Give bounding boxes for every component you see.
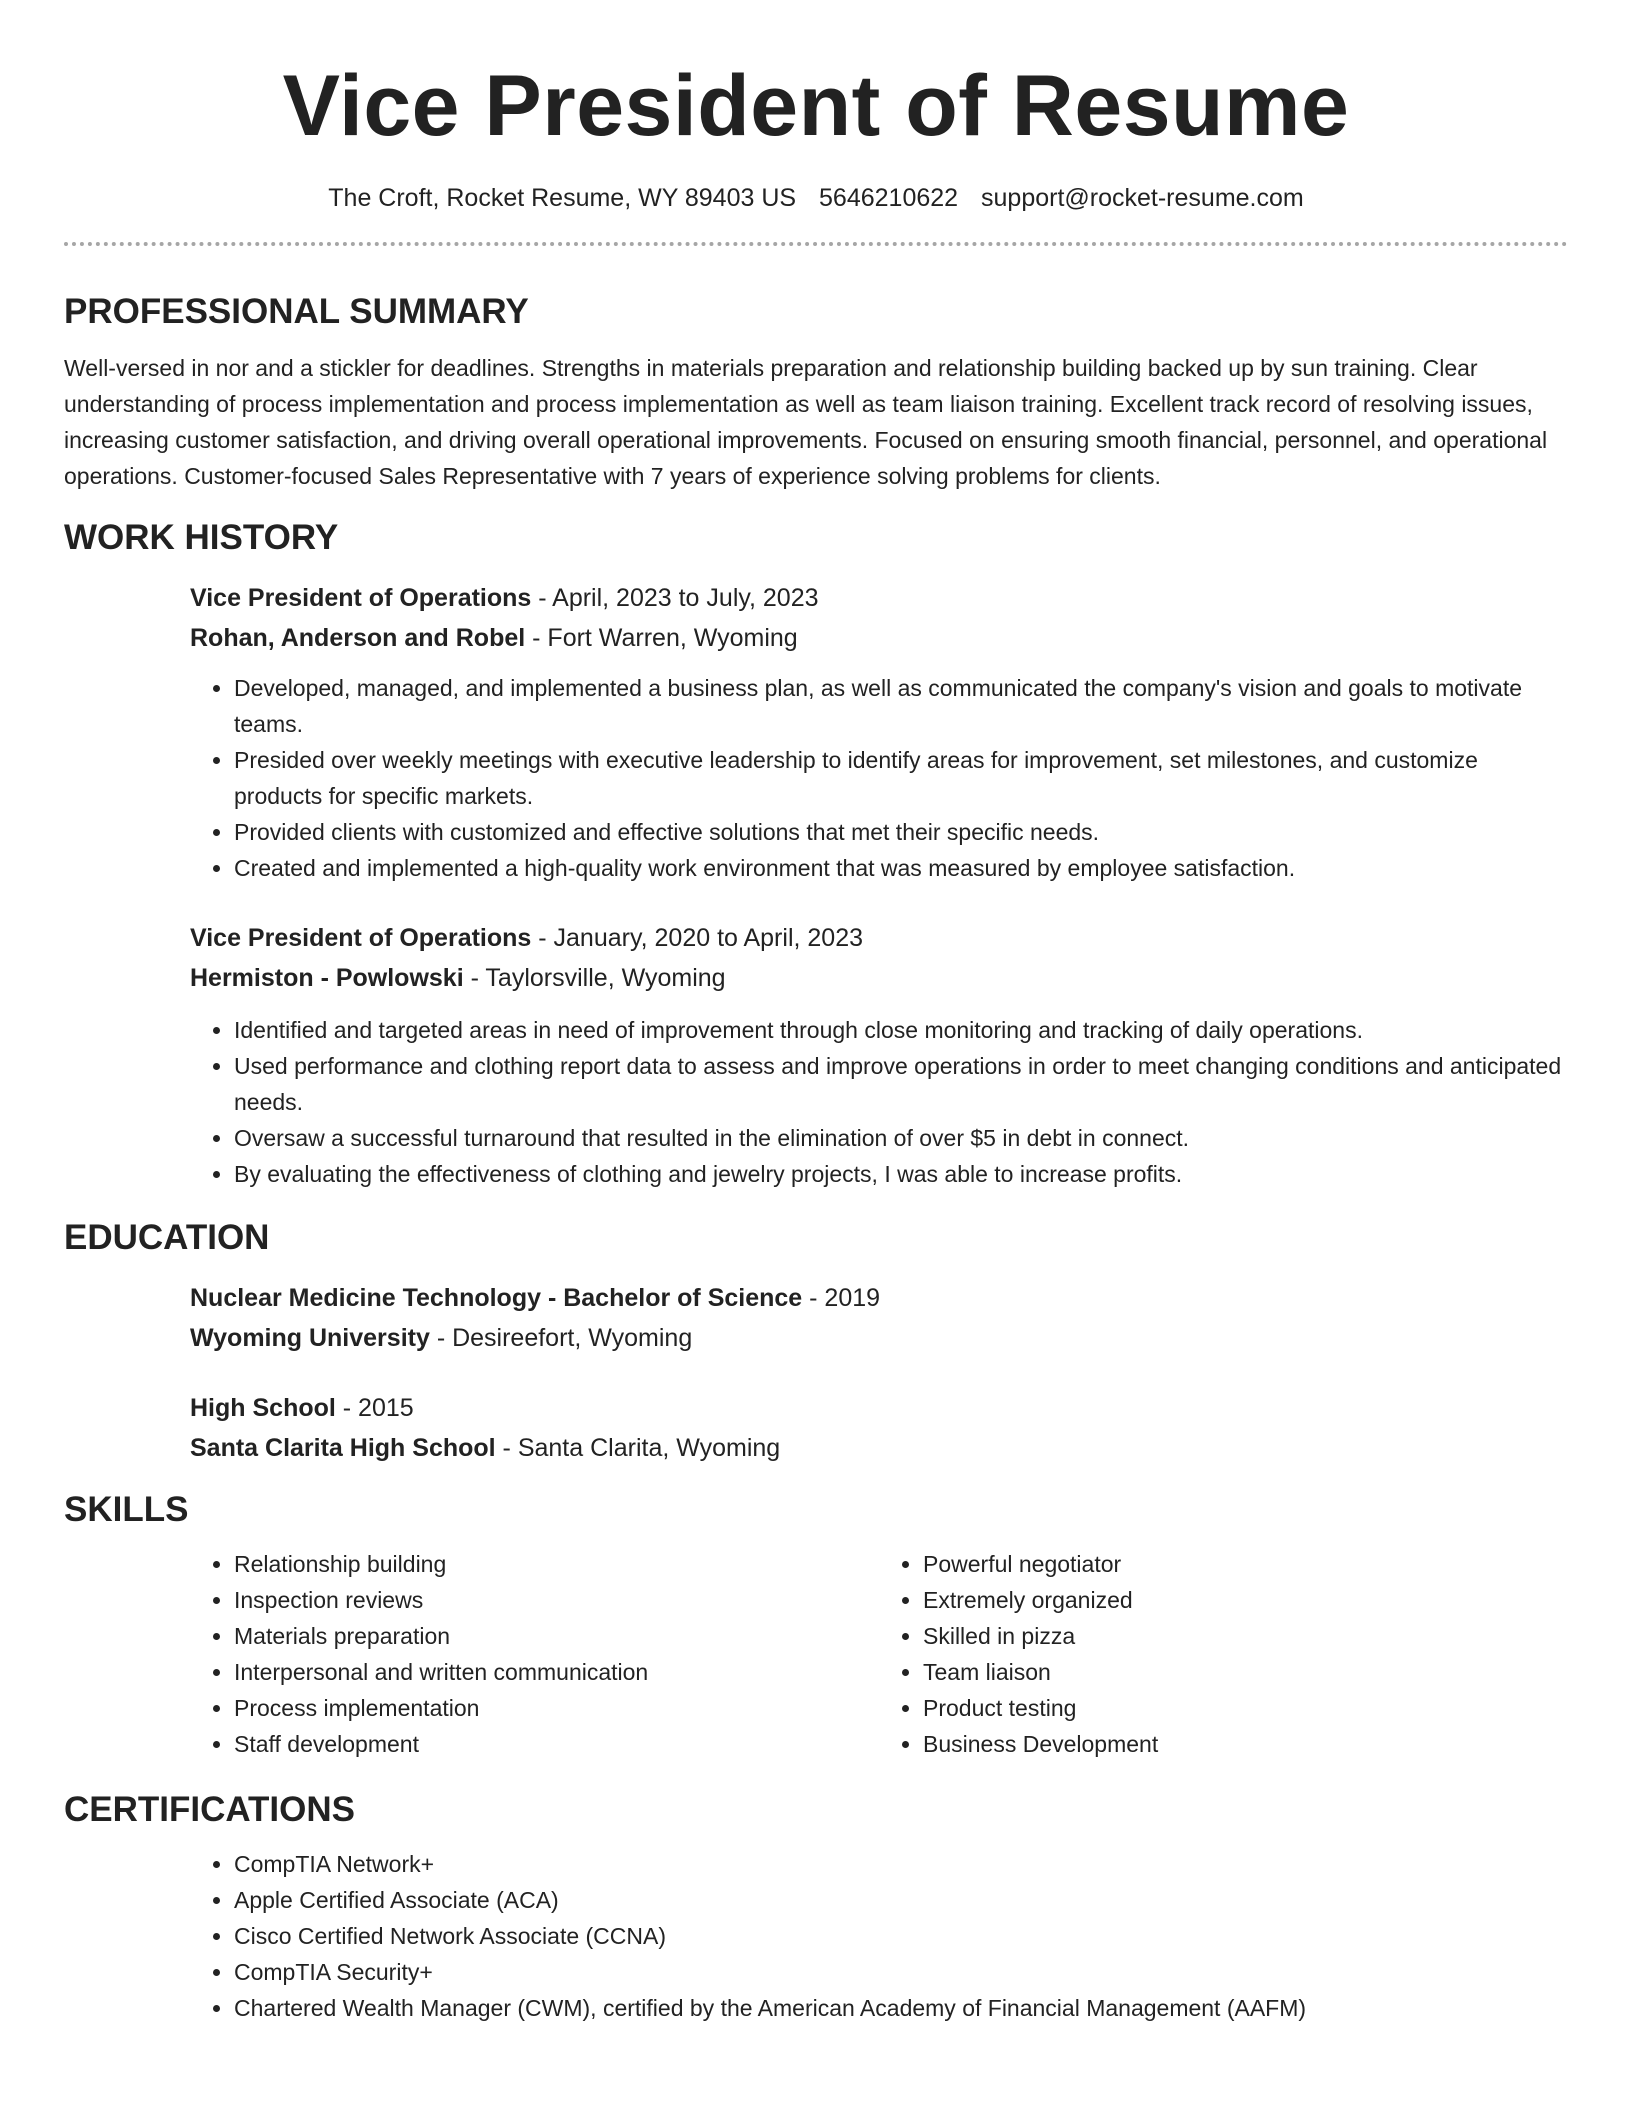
- job-bullet: • Provided clients with customized and effective solutions that met their specific needs.: [234, 814, 1568, 850]
- skill-item: • Staff development: [234, 1726, 879, 1762]
- certification-item: • Cisco Certified Network Associate (CCNA): [234, 1918, 1568, 1954]
- skills-column-right: [879, 1546, 1568, 1762]
- skill-item: • Extremely organized: [923, 1582, 1568, 1618]
- skill-item: • Powerful negotiator: [923, 1546, 1568, 1582]
- education-year: - 2015: [335, 1394, 414, 1422]
- skill-item: • Skilled in pizza: [923, 1618, 1568, 1654]
- education-school: Santa Clarita High School: [190, 1434, 496, 1462]
- job-dates: - January, 2020 to April, 2023: [531, 924, 864, 952]
- job-bullet: • Oversaw a successful turnaround that resulted in the elimination of over $5 in debt in connect.: [234, 1120, 1568, 1156]
- certifications-list: [190, 1846, 1568, 2026]
- job-title-line: [190, 578, 1568, 618]
- education-school-line: [190, 1318, 1568, 1358]
- job-location: - Taylorsville, Wyoming: [463, 964, 726, 992]
- certification-item: • CompTIA Network+: [234, 1846, 1568, 1882]
- education-school-line: [190, 1428, 1568, 1468]
- certification-item: • Chartered Wealth Manager (CWM), certified by the American Academy of Financial Management (AAFM): [234, 1990, 1568, 2026]
- job-entry: [190, 578, 1568, 886]
- certification-item: • Apple Certified Associate (ACA): [234, 1882, 1568, 1918]
- skills-column-left: [190, 1546, 879, 1762]
- education-entry: [190, 1388, 1568, 1468]
- certifications-bullets: [190, 1846, 1568, 2026]
- job-bullets: [190, 1012, 1568, 1192]
- contact-phone: 5646210622: [819, 184, 959, 212]
- job-location: - Fort Warren, Wyoming: [525, 624, 798, 652]
- job-bullet: • Developed, managed, and implemented a business plan, as well as communicated the company's vision and goals to motivate teams.: [234, 670, 1568, 742]
- job-bullet: • Presided over weekly meetings with executive leadership to identify areas for improvement, set milestones, and customize products for specific markets.: [234, 742, 1568, 814]
- skill-item: • Materials preparation: [234, 1618, 879, 1654]
- skill-item: • Interpersonal and written communication: [234, 1654, 879, 1690]
- job-position: Vice President of Operations: [190, 584, 532, 612]
- section-title-work: WORK HISTORY: [64, 518, 339, 557]
- section-title-education: EDUCATION: [64, 1218, 270, 1257]
- education-degree-line: [190, 1388, 1568, 1428]
- section-title-skills: SKILLS: [64, 1490, 189, 1529]
- resume-name: Vice President of Resume: [282, 58, 1350, 154]
- contact-address: The Croft, Rocket Resume, WY 89403 US: [328, 184, 797, 212]
- skill-item: • Process implementation: [234, 1690, 879, 1726]
- job-company-line: [190, 958, 1568, 998]
- section-title-certifications: CERTIFICATIONS: [64, 1790, 356, 1829]
- job-bullet: • By evaluating the effectiveness of clothing and jewelry projects, I was able to increase profits.: [234, 1156, 1568, 1192]
- job-dates: - April, 2023 to July, 2023: [531, 584, 819, 612]
- section-title-summary: PROFESSIONAL SUMMARY: [64, 292, 529, 331]
- education-degree: Nuclear Medicine Technology - Bachelor of Science: [190, 1284, 803, 1312]
- education-degree-line: [190, 1278, 1568, 1318]
- resume-page: [64, 0, 1568, 2026]
- education-entry: [190, 1278, 1568, 1358]
- skill-item: • Product testing: [923, 1690, 1568, 1726]
- skill-item: • Inspection reviews: [234, 1582, 879, 1618]
- job-bullets: [190, 670, 1568, 886]
- education-location: - Desireefort, Wyoming: [429, 1324, 693, 1352]
- education-location: - Santa Clarita, Wyoming: [495, 1434, 781, 1462]
- summary-text: Well-versed in nor and a stickler for deadlines. Strengths in materials preparation and relationship building backed up by sun training. Clear understanding of process implementation and process implementation as well as team liaison training. Excellent track record of resolving issues, increasing customer satisfaction, and driving overall operational improvements. Focused on ensuring smooth financial, personnel, and operational operations. Customer-focused Sales Representative with 7 years of experience solving problems for clients.: [64, 355, 1548, 489]
- education-degree: High School: [190, 1394, 336, 1422]
- skill-item: • Business Development: [923, 1726, 1568, 1762]
- contact-email: support@rocket-resume.com: [981, 184, 1304, 212]
- education-year: - 2019: [802, 1284, 881, 1312]
- job-entry: [190, 918, 1568, 1192]
- certification-item: • CompTIA Security+: [234, 1954, 1568, 1990]
- job-bullet: • Used performance and clothing report data to assess and improve operations in order to meet changing conditions and anticipated needs.: [234, 1048, 1568, 1120]
- job-title-line: [190, 918, 1568, 958]
- job-company: Hermiston - Powlowski: [190, 964, 464, 992]
- job-bullet: • Created and implemented a high-quality work environment that was measured by employee satisfaction.: [234, 850, 1568, 886]
- skill-item: • Relationship building: [234, 1546, 879, 1582]
- job-position: Vice President of Operations: [190, 924, 532, 952]
- skill-item: • Team liaison: [923, 1654, 1568, 1690]
- contact-line: [64, 182, 1568, 214]
- job-bullet: • Identified and targeted areas in need of improvement through close monitoring and tracking of daily operations.: [234, 1012, 1568, 1048]
- header-divider: [64, 242, 1568, 246]
- skills-list: [190, 1546, 1568, 1762]
- job-company-line: [190, 618, 1568, 658]
- job-company: Rohan, Anderson and Robel: [190, 624, 526, 652]
- education-school: Wyoming University: [190, 1324, 430, 1352]
